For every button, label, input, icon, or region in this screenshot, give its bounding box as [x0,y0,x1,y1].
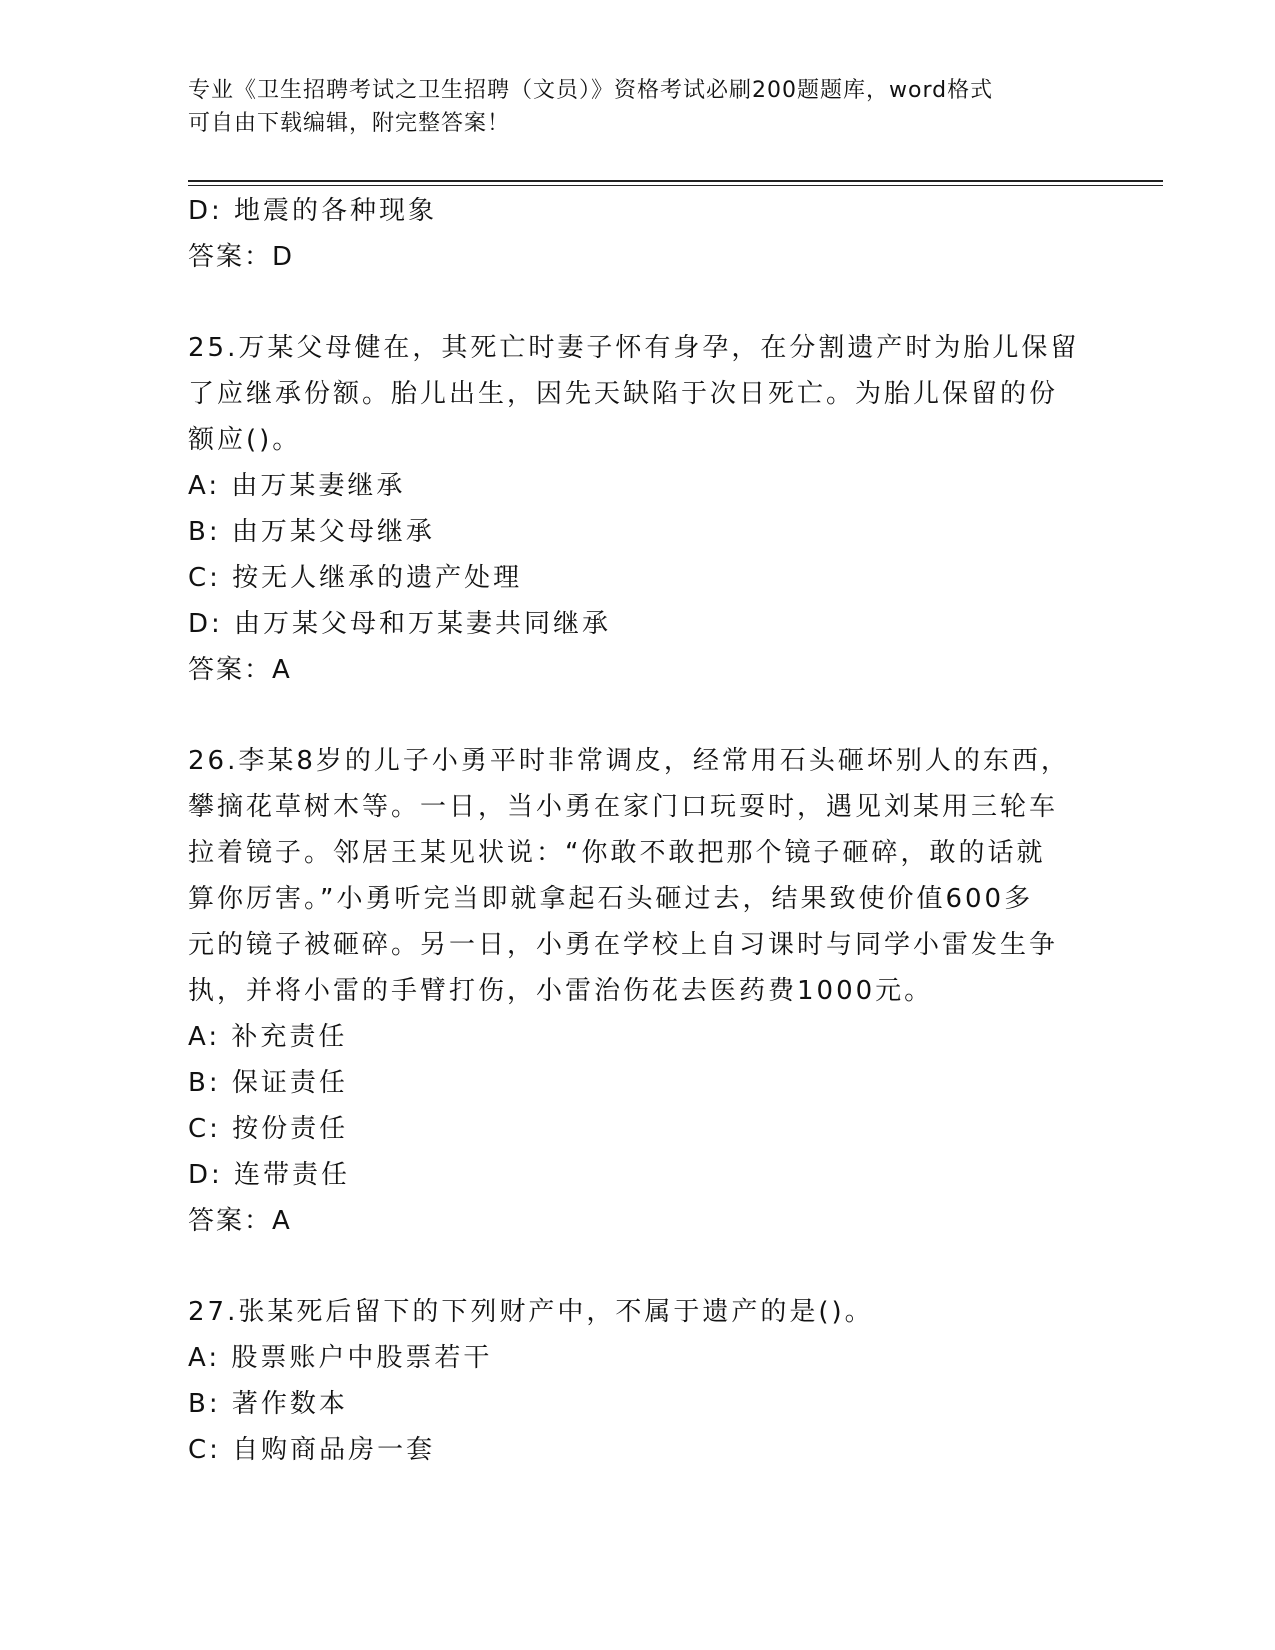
option-c: C: 按无人继承的遗产处理 [188,563,523,593]
spacer [188,1244,1088,1289]
option-d: D: 由万某父母和万某妻共同继承 [188,609,612,639]
document-header [188,74,1078,140]
header-divider-thick [188,180,1163,182]
option-c: C: 自购商品房一套 [188,1435,436,1465]
question-stem-line: 额应()。 [188,425,302,455]
question-26 [188,738,1088,1244]
option-a: A: 由万某妻继承 [188,471,406,501]
option-d: D: 连带责任 [188,1160,351,1190]
option-b: B: 保证责任 [188,1068,348,1098]
header-divider-thin [188,185,1163,186]
answer-label: 答案：A [188,655,292,685]
question-stem-line: 元的镜子被砸碎。另一日，小勇在学校上自习课时与同学小雷发生争 [188,930,1059,960]
option-d: D: 地震的各种现象 [188,196,438,226]
spacer [188,693,1088,738]
question-stem-line: 了应继承份额。胎儿出生，因先天缺陷于次日死亡。为胎儿保留的份 [188,379,1059,409]
question-stem-line: 27.张某死后留下的下列财产中，不属于遗产的是()。 [188,1297,874,1327]
question-stem-line: 执，并将小雷的手臂打伤，小雷治伤花去医药费1000元。 [188,976,934,1006]
question-stem-line: 攀摘花草树木等。一日，当小勇在家门口玩耍时，遇见刘某用三轮车 [188,792,1059,822]
option-b: B: 著作数本 [188,1389,348,1419]
question-stem-line: 算你厉害。”小勇听完当即就拿起石头砸过去，结果致使价值600多 [188,884,1034,914]
spacer [188,280,1088,325]
header-line-2: 可自由下载编辑，附完整答案！ [188,111,511,136]
option-a: A: 补充责任 [188,1022,348,1052]
question-stem-line: 26.李某8岁的儿子小勇平时非常调皮，经常用石头砸坏别人的东西， [188,746,1070,776]
question-stem-line: 拉着镜子。邻居王某见状说：“你敢不敢把那个镜子砸碎，敢的话就 [188,838,1046,868]
option-c: C: 按份责任 [188,1114,349,1144]
option-b: B: 由万某父母继承 [188,517,435,547]
header-line-1: 专业《卫生招聘考试之卫生招聘（文员）》资格考试必刷200题题库，word格式 [188,78,994,103]
option-a: A: 股票账户中股票若干 [188,1343,493,1373]
question-stem-line: 25.万某父母健在，其死亡时妻子怀有身孕，在分割遗产时为胎儿保留 [188,333,1080,363]
question-27 [188,1289,1088,1473]
question-25 [188,325,1088,693]
document-body [188,188,1088,1473]
answer-label: 答案：D [188,242,295,272]
answer-label: 答案：A [188,1206,292,1236]
